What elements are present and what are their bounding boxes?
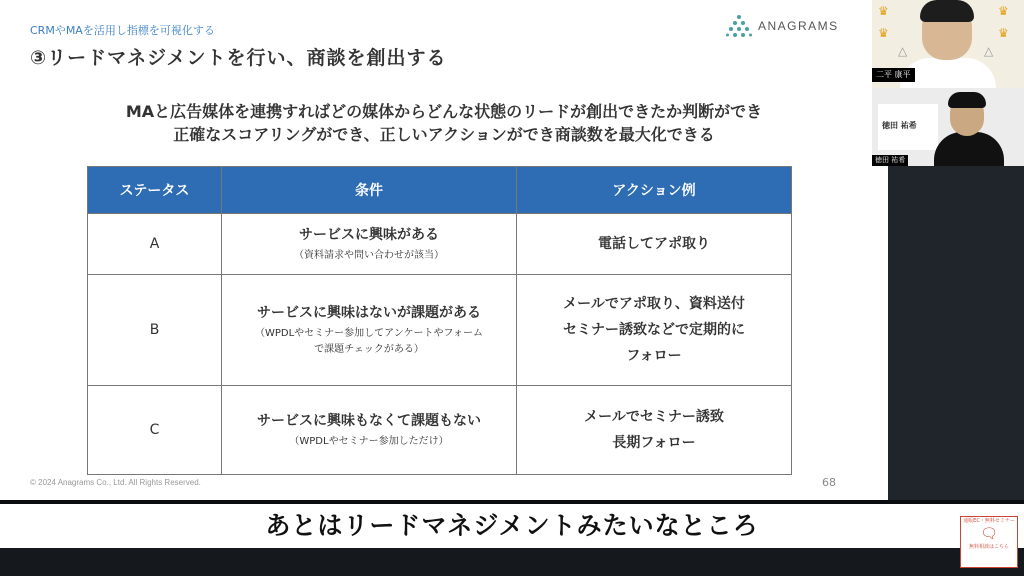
action-line: セミナー誘致などで定期的に	[563, 322, 745, 338]
action-line: メールでアポ取り、資料送付	[563, 296, 745, 312]
header-condition: 条件	[222, 167, 517, 214]
page-number: 68	[822, 476, 836, 489]
participant-hair	[920, 0, 974, 22]
condition-note-line: （WPDLやセミナー参加してアンケートやフォーム	[254, 327, 484, 339]
slide-heading: ③リードマネジメントを行い、商談を創出する	[30, 47, 447, 69]
action-line: メールでセミナー誘致	[584, 409, 724, 425]
table-header-row	[88, 167, 792, 214]
triangle-icon: △	[898, 44, 908, 58]
promo-line-2: 無料相談はこちら	[968, 544, 1009, 550]
status-cell: C	[88, 386, 222, 475]
condition-cell	[222, 386, 517, 475]
condition-main: サービスに興味がある	[299, 226, 439, 243]
action-line: 電話してアポ取り	[598, 236, 710, 252]
promo-banner[interactable]	[960, 516, 1018, 568]
trophy-icon: ♛	[878, 4, 889, 18]
table-row	[88, 214, 792, 275]
lead-line-2: 正確なスコアリングができ、正しいアクションができ商談数を最大化できる	[173, 125, 715, 144]
condition-note	[223, 326, 515, 358]
name-card	[878, 104, 938, 150]
table-row	[88, 386, 792, 475]
participant-body	[934, 132, 1004, 166]
bottom-bar	[0, 548, 1024, 576]
trophy-icon: ♛	[878, 26, 889, 40]
background-video-panel	[888, 166, 1024, 500]
participant-video-1[interactable]	[872, 0, 1024, 88]
slide-kicker: CRMやMAを活用し指標を可視化する	[30, 24, 215, 37]
condition-cell	[222, 275, 517, 386]
participant-name-label: 二平 康平	[872, 68, 915, 82]
header-status: ステータス	[88, 167, 222, 214]
participant-video-2[interactable]	[872, 88, 1024, 166]
lead-status-table	[87, 166, 792, 475]
participant-name-label: 徳田 祐希	[872, 155, 908, 166]
header-action: アクション例	[517, 167, 792, 214]
action-cell	[517, 386, 792, 475]
condition-main: サービスに興味はないが課題がある	[257, 304, 481, 321]
chat-icon: 🗨	[980, 526, 998, 542]
logo-name: ANAGRAMS	[758, 19, 839, 33]
status-cell: B	[88, 275, 222, 386]
copyright-notice: © 2024 Anagrams Co., Ltd. All Rights Reserved.	[30, 478, 201, 487]
triangle-icon: △	[984, 44, 994, 58]
lead-line-1: MAと広告媒体を連携すればどの媒体からどんな状態のリードが創出できたか判断ができ	[125, 102, 763, 121]
action-line: 長期フォロー	[612, 435, 696, 451]
table-row	[88, 275, 792, 386]
condition-note-line: で課題チェックがある）	[314, 343, 424, 355]
condition-main: サービスに興味もなくて課題もない	[257, 412, 481, 429]
name-card-text: 徳田 祐希	[882, 121, 917, 130]
condition-note: （WPDLやセミナー参加しただけ）	[289, 435, 449, 447]
condition-cell	[222, 214, 517, 275]
action-cell	[517, 214, 792, 275]
status-cell: A	[88, 214, 222, 275]
promo-line-1: 通販EC・無料セミナー	[963, 518, 1015, 524]
action-cell	[517, 275, 792, 386]
condition-note: （資料請求や問い合わせが該当）	[294, 249, 444, 261]
anagrams-logo	[726, 14, 839, 38]
action-line: フォロー	[626, 348, 682, 364]
caption-subtitle: あとはリードマネジメントみたいなところ	[0, 504, 1024, 548]
logo-triangle-icon	[726, 14, 752, 38]
participant-hair	[948, 92, 986, 108]
trophy-icon: ♛	[998, 26, 1009, 40]
trophy-icon: ♛	[998, 4, 1009, 18]
